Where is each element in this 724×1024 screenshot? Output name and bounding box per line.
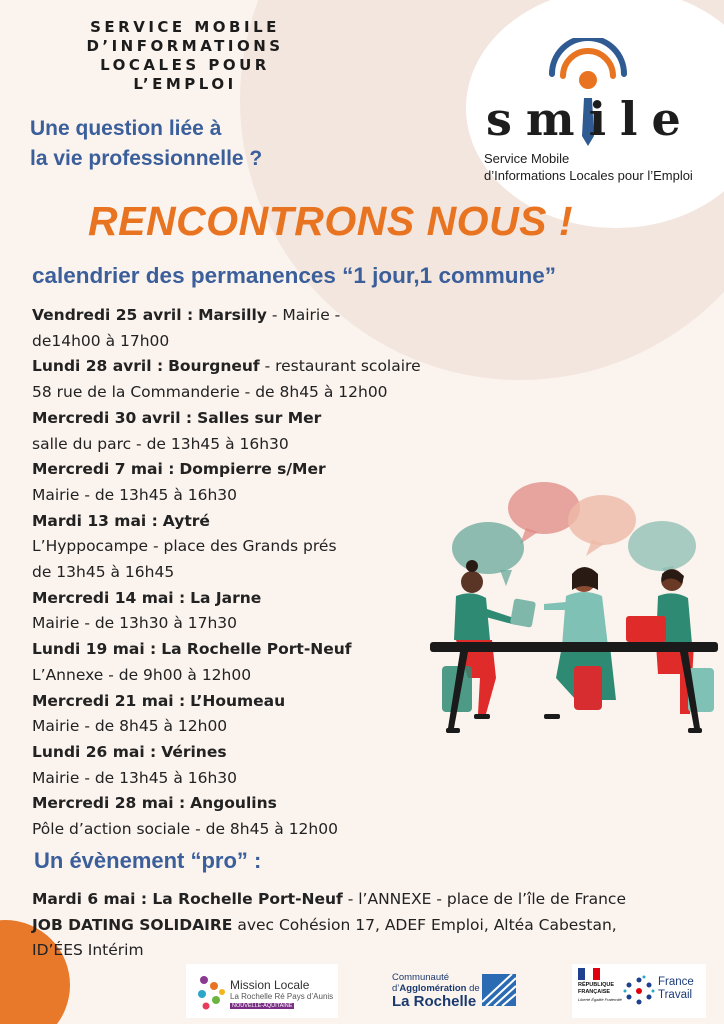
service-title-line: SERVICE MOBILE	[90, 18, 280, 36]
smile-logo-subtitle	[484, 150, 704, 184]
republique-text	[578, 982, 622, 1004]
event-name: JOB DATING SOLIDAIRE	[32, 915, 233, 934]
schedule-detail: salle du parc - de 13h45 à 16h30	[32, 434, 289, 453]
partner-logos	[0, 958, 724, 1024]
service-title-line: L’EMPLOI	[133, 75, 237, 93]
schedule-day: Lundi 28 avril :	[32, 357, 164, 376]
schedule-detail: Mairie - de 13h30 à 17h30	[32, 614, 238, 633]
schedule-day: Mercredi 7 mai :	[32, 460, 175, 479]
headline: RENCONTRONS NOUS !	[88, 198, 574, 244]
mission-locale-tag: NOUVELLE-AQUITAINE	[232, 1003, 293, 1009]
mission-locale-name: Mission Locale	[230, 978, 310, 992]
schedule-day: Mercredi 30 avril :	[32, 408, 193, 427]
france-travail-icon	[622, 974, 656, 1008]
schedule-day: Mercredi 21 mai :	[32, 691, 186, 710]
schedule-detail: Mairie - de 8h45 à 12h00	[32, 717, 228, 736]
meeting-illustration	[426, 478, 722, 740]
schedule-item	[32, 457, 452, 508]
schedule-day: Lundi 26 mai :	[32, 742, 157, 761]
agglo-line: Communauté	[392, 972, 450, 983]
schedule-detail: Mairie - de 13h45 à 16h30	[32, 485, 238, 504]
question-text	[30, 114, 340, 174]
question-line: la vie professionnelle ?	[30, 147, 263, 170]
speech-bubble	[628, 521, 696, 571]
schedule-detail: 58 rue de la Commanderie - de 8h45 à 12h00	[32, 383, 388, 402]
france-travail-name	[658, 976, 694, 1002]
schedule-detail: de14h00 à 17h00	[32, 331, 170, 350]
schedule-day: Lundi 19 mai :	[32, 640, 157, 659]
marianne-icon	[578, 968, 600, 980]
laptop	[626, 616, 666, 642]
schedule-town: Bourgneuf	[168, 357, 260, 376]
schedule-item	[32, 689, 452, 740]
schedule-item	[32, 406, 452, 457]
schedule-item	[32, 791, 452, 842]
agglo-line: de	[466, 983, 480, 994]
republique-france-travail-logo	[572, 964, 706, 1018]
service-title-line: LOCALES POUR	[100, 56, 270, 74]
question-line: Une question liée à	[30, 117, 222, 140]
schedule-item	[32, 586, 452, 637]
schedule-item	[32, 740, 452, 791]
event-partners-cont: ID’ÉES Intérim	[32, 941, 144, 959]
schedule-town: La Jarne	[190, 588, 262, 607]
mission-locale-icon	[190, 968, 230, 1018]
schedule-town: La Rochelle Port-Neuf	[161, 640, 352, 659]
schedule-town: Angoulins	[190, 794, 277, 813]
schedule-town: Dompierre s/Mer	[179, 460, 326, 479]
speech-bubble	[452, 522, 524, 574]
schedule-list	[32, 303, 452, 843]
mission-locale-sub: La Rochelle Ré Pays d’Aunis	[230, 992, 334, 1001]
table	[430, 642, 718, 652]
schedule-day: Mardi 13 mai :	[32, 511, 158, 530]
agglo-stripes-icon	[482, 974, 516, 1006]
service-title-line: D’INFORMATIONS	[86, 37, 284, 55]
schedule-detail: Mairie - de 13h45 à 16h30	[32, 768, 238, 787]
smile-logo	[482, 38, 702, 198]
smile-logo-subtitle-line: Service Mobile	[484, 151, 570, 166]
event-text	[32, 887, 712, 964]
schedule-detail: L’Annexe - de 9h00 à 12h00	[32, 665, 252, 684]
person-body	[454, 593, 490, 640]
person-body	[562, 592, 608, 646]
schedule-town: Vérines	[161, 742, 227, 761]
republique-line: RÉPUBLIQUE	[578, 982, 615, 988]
event-date-place: Mardi 6 mai : La Rochelle Port-Neuf	[32, 890, 343, 908]
schedule-day: Vendredi 25 avril :	[32, 306, 194, 324]
agglo-line: d’	[392, 983, 400, 994]
agglo-line: Agglomération	[399, 983, 467, 994]
france-travail-line: Travail	[658, 989, 693, 1001]
service-title	[40, 18, 330, 94]
schedule-item	[32, 637, 452, 688]
event-location: - l’ANNEXE - place de l’île de France	[342, 890, 626, 908]
calendar-subtitle: calendrier des permanences “1 jour,1 commune”	[32, 263, 556, 288]
schedule-place: - restaurant scolaire	[259, 357, 421, 376]
schedule-day: Mercredi 14 mai :	[32, 588, 186, 607]
agglo-city: La Rochelle	[392, 993, 477, 1010]
schedule-place: - Mairie -	[266, 306, 341, 324]
schedule-town: Aytré	[162, 511, 210, 530]
speech-bubble	[568, 495, 636, 545]
schedule-town: L’Houmeau	[190, 691, 286, 710]
mission-locale-logo	[186, 964, 338, 1018]
schedule-item	[32, 303, 452, 354]
event-heading: Un évènement “pro” :	[34, 848, 262, 873]
schedule-item	[32, 509, 452, 586]
schedule-town: Marsilly	[198, 306, 267, 324]
republique-line: FRANÇAISE	[578, 988, 611, 995]
smile-logo-subtitle-line: d’Informations Locales pour l’Emploi	[484, 168, 693, 183]
france-travail-line: France	[658, 976, 694, 988]
schedule-item	[32, 354, 452, 405]
schedule-detail: de 13h45 à 16h45	[32, 563, 175, 582]
republique-motto: Liberté Égalité Fraternité	[578, 997, 622, 1002]
schedule-day: Mercredi 28 mai :	[32, 794, 186, 813]
agglo-la-rochelle-logo	[392, 972, 522, 1018]
schedule-town: Salles sur Mer	[197, 408, 322, 427]
event-partners: avec Cohésion 17, ADEF Emploi, Altéa Cabestan,	[232, 915, 617, 934]
schedule-detail: L’Hyppocampe - place des Grands prés	[32, 537, 337, 556]
person-head	[461, 571, 483, 593]
smile-logo-wordmark: smile	[486, 92, 695, 146]
schedule-detail: Pôle d’action sociale - de 8h45 à 12h00	[32, 820, 338, 839]
